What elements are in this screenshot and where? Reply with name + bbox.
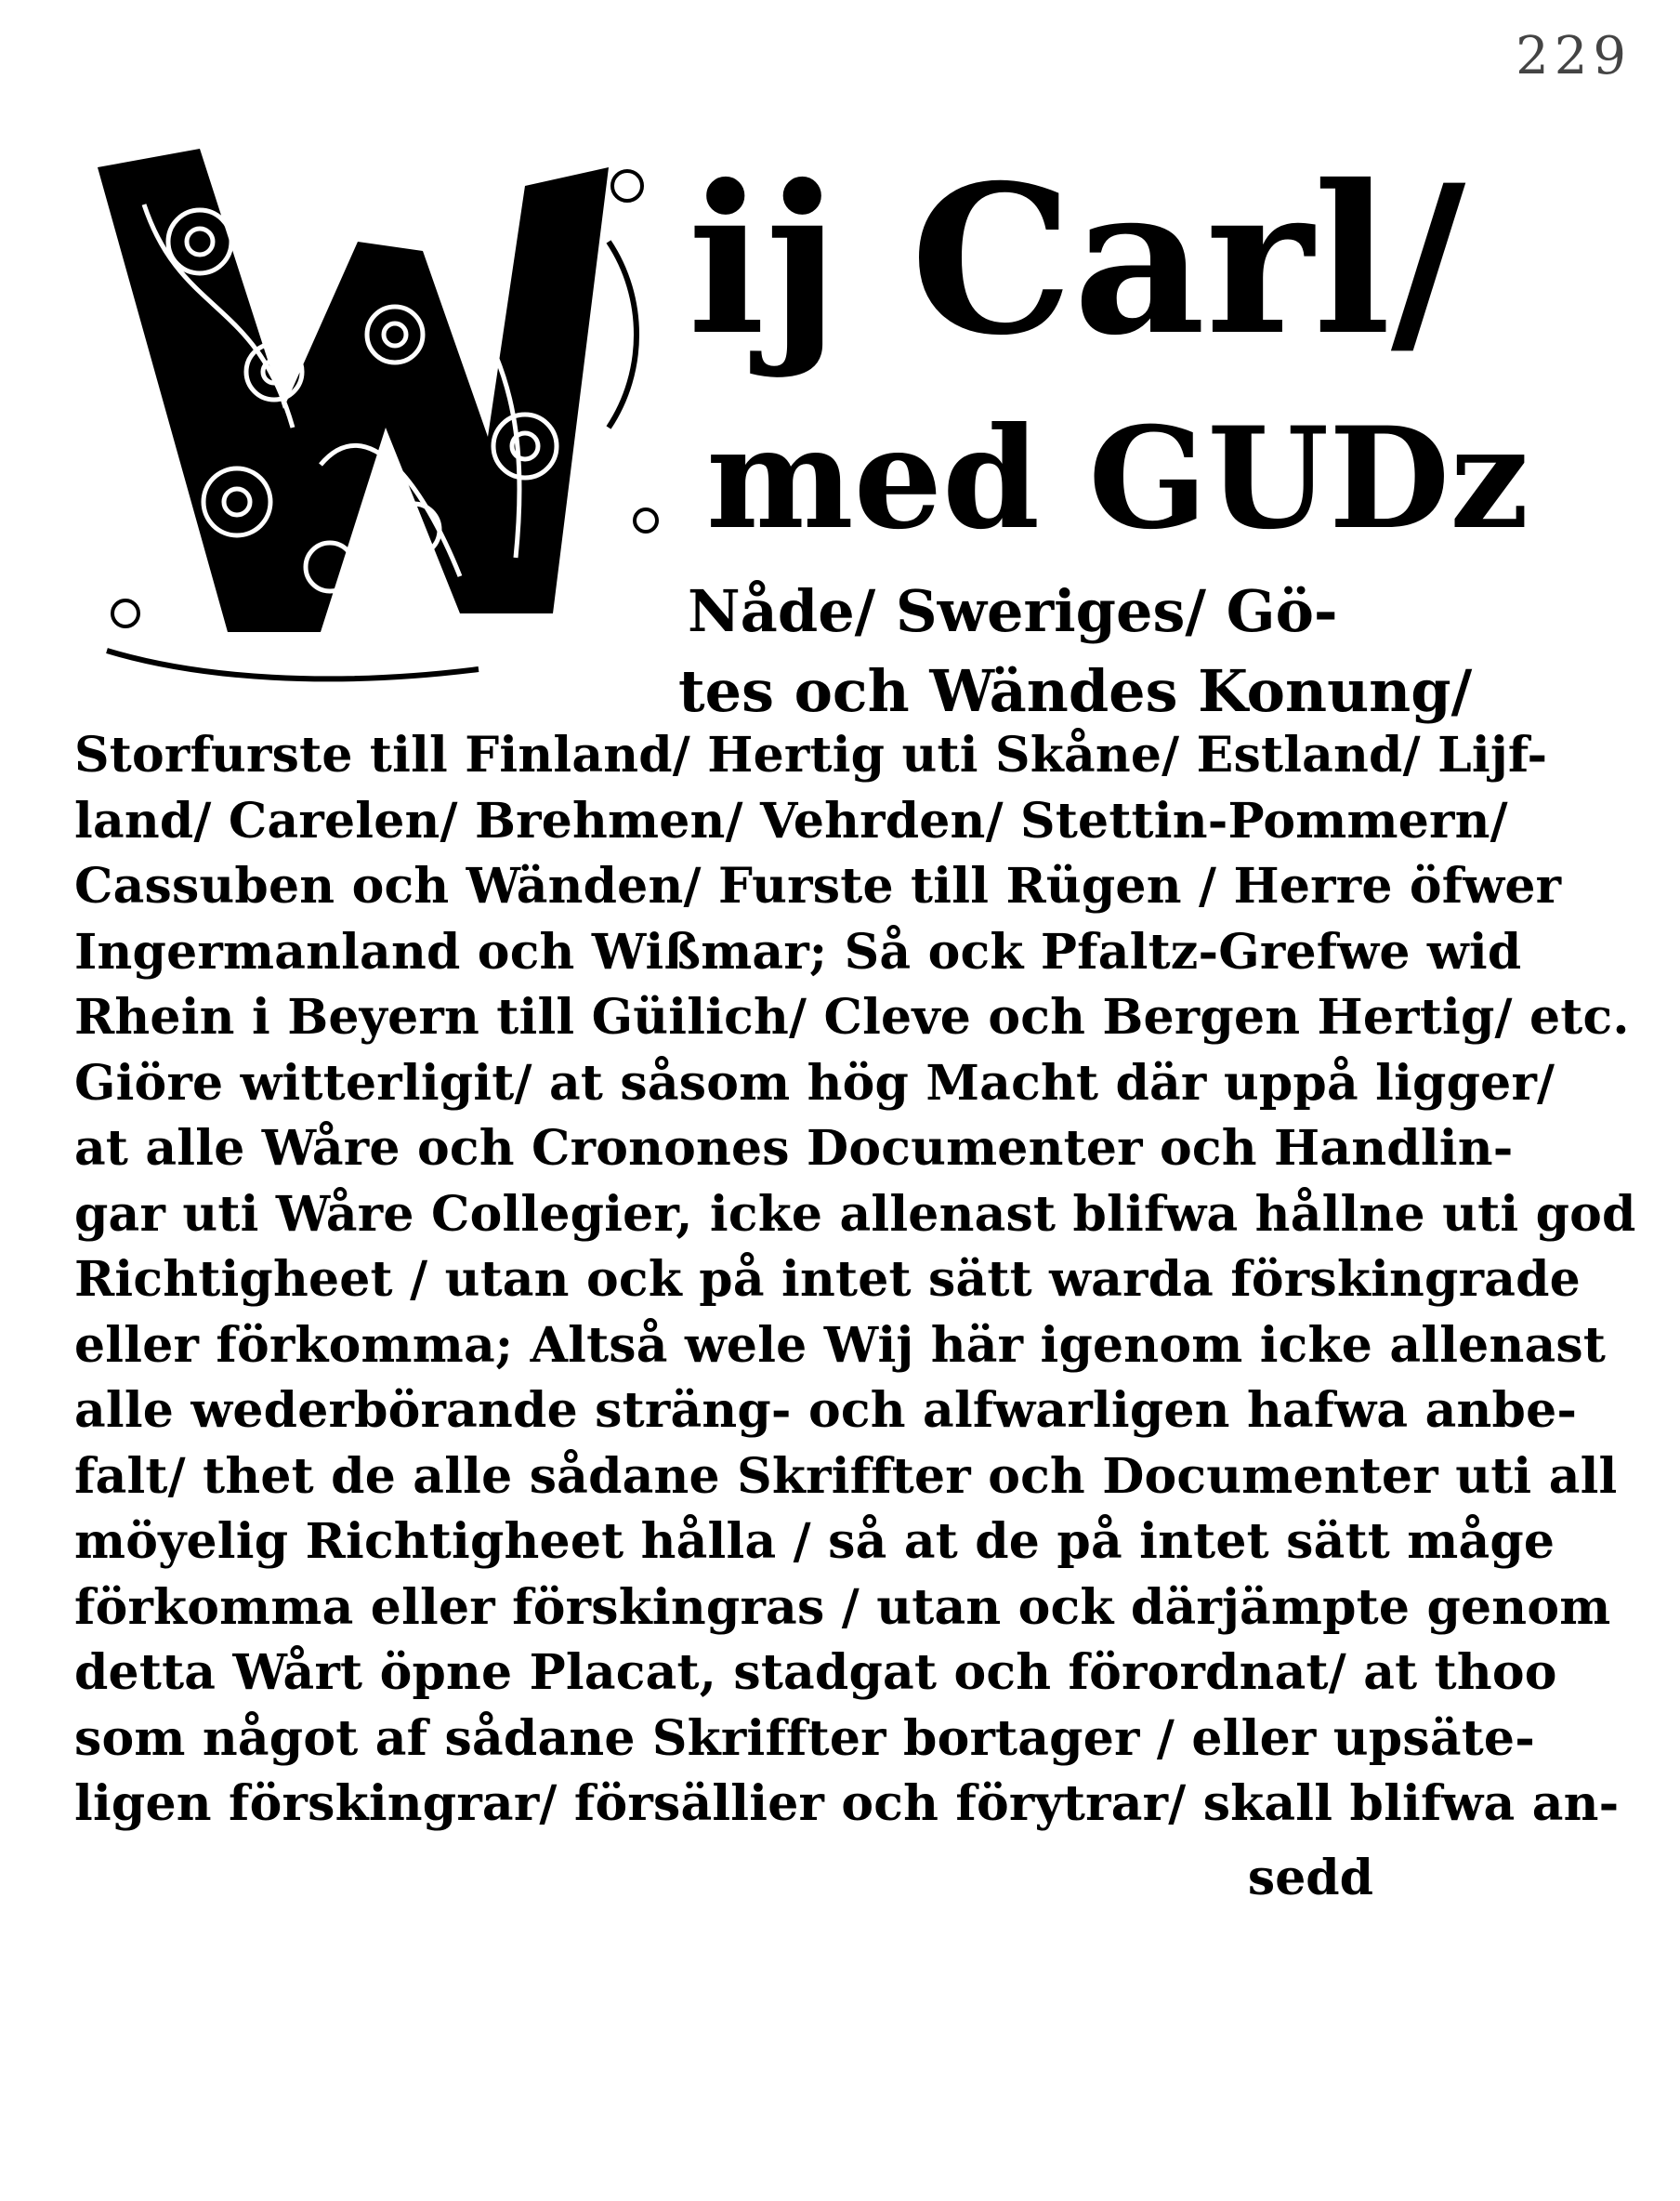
text-line: gar uti Wåre Collegier, icke allenast blifwa hållne uti god	[74, 1185, 1636, 1243]
text-line: som något af sådane Skriffter bortager / eller upsäte-	[74, 1709, 1535, 1767]
text-line: Richtigheet / utan ock på intet sätt warda förskingrade	[74, 1251, 1581, 1308]
catchword: sedd	[1247, 1850, 1373, 1906]
ornamental-initial-w	[88, 130, 683, 706]
text-line: eller förkomma; Altså wele Wij här igenom icke allenast	[74, 1316, 1607, 1374]
heading-line-1: ij Carl/	[688, 139, 1466, 380]
text-line: Storfurste till Finland/ Hertig uti Skåne/ Estland/ Lijf-	[74, 727, 1548, 784]
text-line: alle wederbörande sträng- och alfwarligen hafwa anbe-	[74, 1382, 1578, 1439]
text-line: Rhein i Beyern till Güilich/ Cleve och Bergen Hertig/ etc.	[74, 989, 1630, 1046]
intro-line: tes och Wändes Konung/	[678, 657, 1473, 725]
body-text	[74, 723, 1636, 1838]
text-line: Ingermanland och Wißmar; Så ock Pfaltz-Grefwe wid	[74, 923, 1522, 981]
intro-lines	[678, 572, 1608, 731]
text-line: falt/ thet de alle sådane Skriffter och Documenter uti all	[74, 1447, 1618, 1505]
text-line: Cassuben och Wänden/ Furste till Rügen / Herre öfwer	[74, 858, 1562, 915]
text-line: Giöre witterligit/ at såsom hög Macht där uppå ligger/	[74, 1054, 1555, 1112]
text-line: detta Wårt öpne Placat, stadgat och förordnat/ at thoo	[74, 1644, 1557, 1701]
intro-line: Nåde/ Sweriges/ Gö-	[688, 577, 1338, 645]
text-line: möyelig Richtigheet hålla / så at de på intet sätt måge	[74, 1513, 1555, 1570]
text-line: ligen förskingrar/ försällier och förytrar/ skall blifwa an-	[74, 1775, 1620, 1832]
heading-line-2: med GUDz	[706, 397, 1529, 560]
text-line: förkomma eller förskingras / utan ock därjämpte genom	[74, 1578, 1611, 1636]
text-line: land/ Carelen/ Brehmen/ Vehrden/ Stettin-Pommern/	[74, 792, 1508, 850]
page-number: 229	[1516, 26, 1632, 86]
text-line: at alle Wåre och Cronones Documenter och Handlin-	[74, 1120, 1514, 1177]
